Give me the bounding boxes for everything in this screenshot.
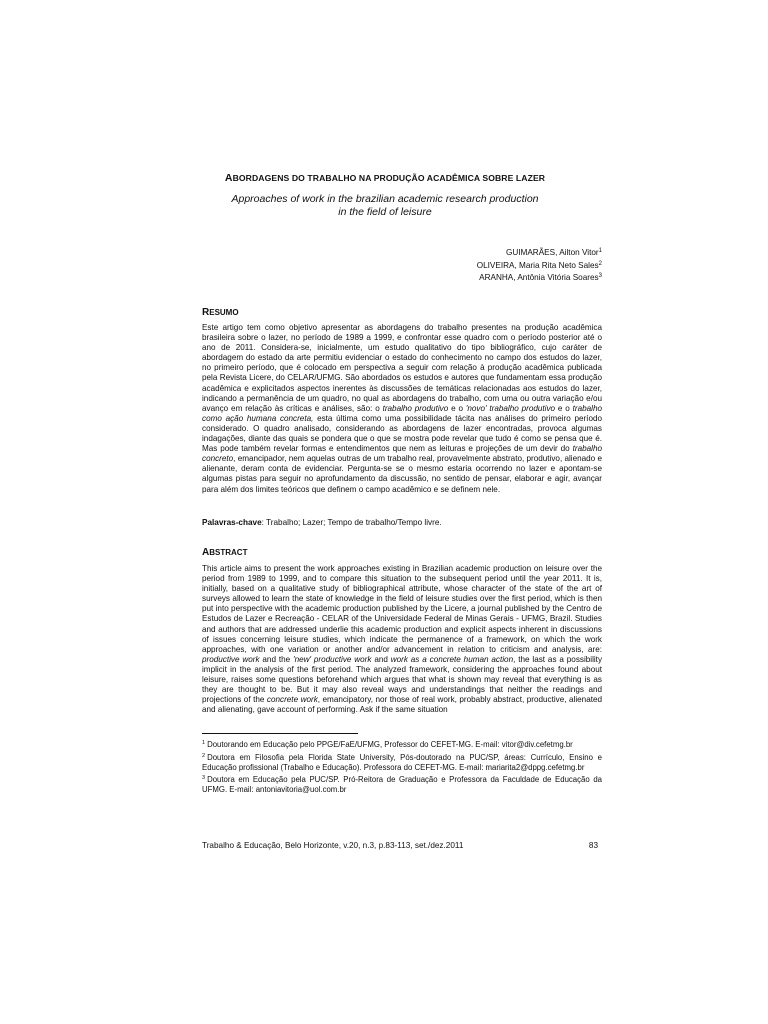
page-number: 83 (588, 841, 598, 850)
footnote-divider (202, 733, 358, 734)
footnote-ref-3[interactable]: 3 (598, 273, 602, 280)
subtitle-line-1: Approaches of work in the brazilian academic research production (231, 193, 539, 205)
paper-subtitle (200, 193, 570, 219)
paper-title (160, 172, 610, 184)
author-list (477, 246, 602, 284)
title-initial: A (224, 172, 233, 184)
keywords-label: Palavras-chave (202, 518, 262, 527)
author-1: GUIMARÃES, Ailton Vitor$^1$ (505, 248, 602, 257)
footnote-1: $^1$ Doutorando em Educação pelo PPGE/FaE/UFMG, Professor do CEFET-MG. E-mail: vitor@div.cefetmg.br (202, 740, 573, 749)
journal-citation: Trabalho & Educação, Belo Horizonte, v.20, n.3, p.83-113, set./dez.2011 (202, 841, 464, 850)
footnote-ref-2[interactable]: 2 (598, 260, 602, 267)
footnote-2: $^2$ Doutora em Filosofia pela Florida State University, Pós-doutorado na PUC/SP, áreas: Currículo, Ensino e Educação profissional (Trabalho e Educação). Professora do CEFET-MG. E-mail: mariarita2@dppg.cefetmg.br (202, 752, 602, 772)
footnote-ref-1[interactable]: 1 (598, 248, 602, 254)
footnote-3: $^3$ Doutora em Educação pela PUC/SP. Pró-Reitora de Graduação e Professora da Faculdade de Educação da UFMG. E-mail: antoniavitoria@uol.com.br (202, 775, 602, 795)
footnotes (202, 739, 602, 797)
keywords (202, 518, 602, 527)
abstract-heading: ABSTRACT (202, 547, 248, 558)
author-2: OLIVEIRA, Maria Rita Neto Sales$^2$ (476, 260, 602, 270)
subtitle-line-2: in the field of leisure (338, 206, 432, 218)
keywords-value: : Trabalho; Lazer; Tempo de trabalho/Tempo livre. (261, 518, 442, 527)
resumo-heading: RESUMO (202, 307, 239, 318)
abstract-text: This article aims to present the work approaches existing in Brazilian academic production on leisure over the period from 1989 to 1999, and to compare this situation to the subsequent period until the year 2011. It is, initially, based on a qualitative study of bibliographical attribute, whose character of the state of the art of surveys allowed to learn the state of knowledge in the field of leisure studies over the first period, which is then put into perspective with the academic production published by the Licere, a journal published by the Centro de Estudos de Lazer e Recreação - CELAR of the Universidade Federal de Minas Gerais - UFMG, Brazil. Studies and authors that are addressed underlie this academic production and explicit aspects inherent in discussions of issues concerning leisure studies, which indicate the permanence of a framework, on which the work approaches, with one variation or another and/or advancement in relation to criticism and analysis, are: productive work and the 'new' productive work and work as a concrete human action, the last as a possibility implicit in the analysis of the first period. The analyzed framework, considering the approaches found about leisure, raises some questions beforehand which argues that what is shown may reveal that everything is as they are thought to be. But it may also reveal ways and understandings that neither the readings and projections of the concrete work, emancipatory, nor those of real work, probably abstract, productive, alienated and alienating, gave account of performing. Ask if the same situation (202, 564, 603, 715)
title-rest: BORDAGENS DO TRABALHO NA PRODUÇÃO ACADÊMICA SOBRE LAZER (232, 173, 546, 183)
author-3: ARANHA, Antônia Vitória Soares$^3$ (479, 273, 602, 283)
resumo-text: Este artigo tem como objetivo apresentar as abordagens do trabalho presentes na produção acadêmica brasileira sobre o lazer, no período de 1989 a 1999, e confrontar esse quadro com o período posterior até o ano de 2011. Considera-se, inicialmente, um estudo qualitativo do tipo bibliográfico, cujo caráter de abordagem do estado da arte permitiu evidenciar o estado do conhecimento no campo dos estudos do lazer, no primeiro período, que é colocado em perspectiva a seguir com relação à produção acadêmica publicada pela Revista Licere, do CELAR/UFMG. São abordados os estudos e autores que fundamentam essa produção acadêmica e explicitados aspectos inerentes às discussões de temáticas relacionadas aos estudos do lazer, indicando a permanência de um quadro, no qual as abordagens do trabalho, com uma ou outra variação e/ou avanço em relação às críticas e análises, são: o trabalho produtivo e o 'novo' trabalho produtivo e o trabalho como ação humana concreta, esta última como uma possibilidade tácita nas análises do primeiro período considerado. O quadro analisado, considerando as abordagens de lazer encontradas, provoca algumas indagações, diante das quais se pondera que o que se mostra pode revelar que tudo é como se pensa que é. Mas pode também revelar formas e entendimentos que nem as leituras e projeções de um devir do trabalho concreto, emancipador, nem aquelas outras de um trabalho real, provavelmente abstrato, produtivo, alienado e alienante, deram conta de evidenciar. Pergunta-se se o mesmo estaria ocorrendo no lazer e apontam-se algumas pistas para seguir no aprofundamento da discussão, no sentido de pensar, elaborar e agir, avançar para além dos limites teóricos que definem o campo acadêmico e se definem nele. (202, 323, 602, 494)
